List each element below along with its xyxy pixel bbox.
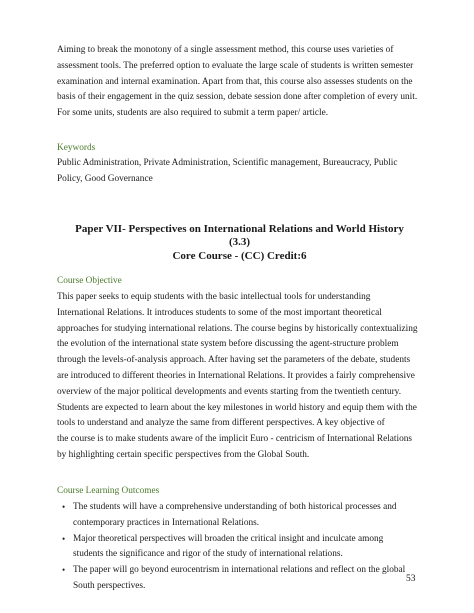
text-line: Students are expected to learn about the key milestones in world history and equip them with the: [57, 402, 417, 413]
text-line: contemporary practices in International Relations.: [73, 517, 260, 528]
text-line: Aiming to break the monotony of a single assessment method, this course uses varieties of: [57, 45, 394, 55]
course-objective-heading: Course Objective: [57, 276, 122, 286]
text-line: overview of the major political developments and events starting from the twentieth century.: [57, 386, 402, 397]
keywords-heading: Keywords: [57, 143, 96, 153]
keywords-paragraph: [57, 156, 397, 188]
learning-outcomes-list: [57, 500, 405, 595]
learning-outcomes-heading: Course Learning Outcomes: [57, 486, 160, 496]
text-line: the course is to make students aware of the implicit Euro - centricism of International Relations: [57, 434, 412, 445]
paper-title: [57, 223, 422, 263]
text-line: Public Administration, Private Administration, Scientific management, Bureaucracy, Public: [57, 158, 398, 168]
text-line: The students will have a comprehensive understanding of both historical processes and: [73, 502, 397, 512]
text-line: the evolution of the international state system before discussing the agent-structure problem: [57, 339, 399, 350]
paper-code: (3.3): [228, 236, 251, 249]
text-line: This paper seeks to equip students with the basic intellectual tools for understanding: [57, 292, 371, 302]
bullet-icon: •: [62, 565, 66, 576]
text-line: basis of their engagement in the quiz session, debate session done after completion of every unit.: [57, 92, 418, 103]
text-line: are introduced to different theories in International Relations. It provides a fairly comprehensive: [57, 370, 415, 381]
list-item: [57, 500, 405, 532]
page-number: 53: [406, 574, 416, 584]
text-line: International Relations. It introduces students to some of the most important theoretical: [57, 307, 382, 318]
text-line: through the levels-of-analysis approach. After having set the parameters of the debate, students: [57, 355, 411, 366]
paper-title-line: Paper VII- Perspectives on International Relations and World History: [75, 223, 404, 235]
text-line: tools to understand and analyze the same from different perspectives. A key objective of: [57, 418, 385, 429]
list-item: [57, 563, 405, 595]
text-line: The paper will go beyond eurocentrism in international relations and reflect on the global: [73, 565, 406, 576]
list-item: [57, 532, 405, 564]
text-line: students the significance and rigor of the study of international relations.: [73, 549, 343, 560]
bullet-icon: •: [62, 502, 66, 512]
intro-paragraph: [57, 43, 422, 122]
course-objective-paragraph: [57, 290, 418, 464]
text-line: examination and internal examination. Apart from that, this course also assesses students on the: [57, 76, 413, 87]
text-line: South perspectives.: [73, 580, 146, 591]
bullet-icon: •: [62, 533, 66, 544]
text-line: approaches for studying international relations. The course begins by historically contextualizing: [57, 323, 418, 334]
text-line: Major theoretical perspectives will broaden the critical insight and inculcate among: [73, 533, 384, 544]
text-line: Policy, Good Governance: [57, 173, 153, 184]
text-line: by highlighting certain specific perspectives from the Global South.: [57, 449, 310, 460]
course-credit-line: Core Course - (CC) Credit:6: [172, 249, 307, 262]
text-line: For some units, students are also required to submit a term paper/ article.: [57, 108, 329, 119]
text-line: assessment tools. The preferred option to evaluate the large scale of students is written semester: [57, 60, 414, 71]
